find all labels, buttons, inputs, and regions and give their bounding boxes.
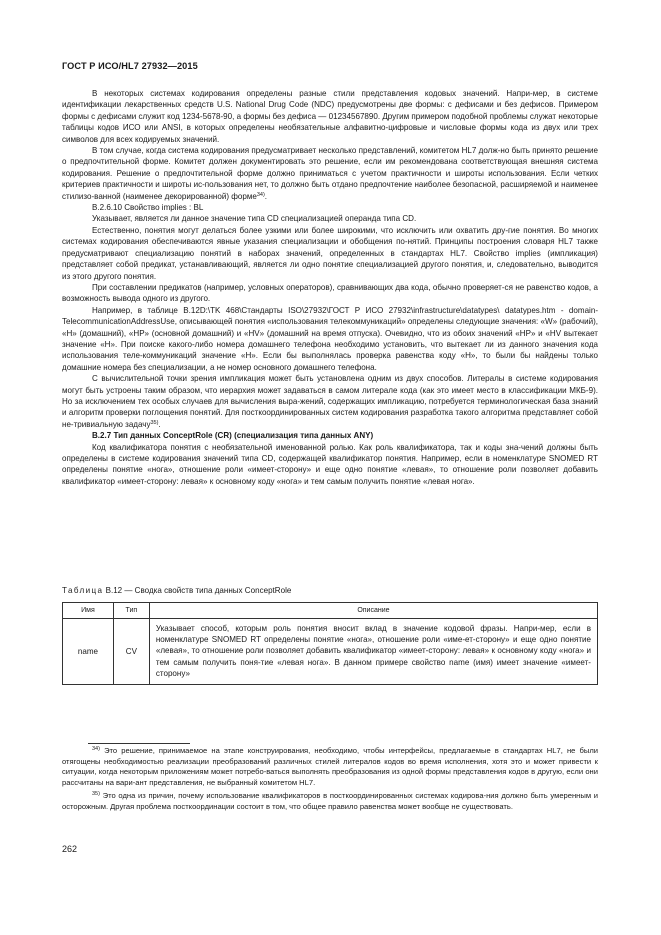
paragraph: Например, в таблице В.12D:\TK 468\Стандарты ISO\27932\ГОСТ Р ИСО 27932\infrastructure\datatypes\ datatypes.htm - domain-TelecommunicationAddressUse, описывающей понятия «использования телекоммуникаций» определены следующие значения: «W» (рабочий), «H» (домашний), «HP» (основной домашний) и «HV» (домашний на время отпуска). Очевидно, что из обоих значений «HP» и «HV вытекает значение «H». При поиске какого-либо номера домашнего телефона необходимо установить, что вытекает ли из данного значения кода использования теле-коммуникаций значение «H». Если бы выполнялась проверка равенства коду «H», то были бы найдены только домашние номера без специализации, а не номер основного домашнего телефона. bbox=[62, 305, 598, 372]
column-header-description: Описание bbox=[149, 603, 597, 619]
cell-name: name bbox=[63, 619, 114, 685]
paragraph: Указывает, является ли данное значение типа CD специализацией операнда типа CD. bbox=[92, 214, 417, 224]
paragraph: В том случае, когда система кодирования предусматривает несколько представлений, комитетом HL7 долж-но быть принято решение о предпочтительной форме. Комитет должен документировать это решение, если им рекомендована соответствующая внешняя система кодирования. Решение о предпочтительной форме должно приниматься с учетом практичности и широты использования. Если четких критериев практичности и широты ис-пользования нет, то должно быть отдано предпочтение наиболее безопасной, расширяемой и наименее стилизо-ванной (наименее декорированной) форме$^{34)}$. bbox=[62, 146, 598, 201]
page-number: 262 bbox=[62, 844, 78, 854]
body-text bbox=[62, 88, 598, 487]
table-caption: Таблица В.12 — Сводка свойств типа данных ConceptRole bbox=[62, 586, 292, 595]
footnote: $^{35)}$ Это одна из причин, почему использование квалификаторов в посткоординированных системах кодирова-ния должно быть умеренным и осторожным. Другая проблема посткоординации состоит в том, что общее правило равенства может вообще не существовать. bbox=[62, 791, 598, 811]
footnote: $^{34)}$ Это решение, принимаемое на этапе конструирования, необходимо, чтобы интерфейсы, предлагаемые в стандартах HL7, не были отягощены необходимостью реализации преобразований различных стилей литералов кодов во время исполнения, хотя это и может привести к ситуации, когда некоторым приложениям может потребо-ваться выполнять преобразования из одной формы представления кодов в другую, если они рассчитаны на вари-ант представления, не выбранный комитетом HL7. bbox=[62, 746, 598, 787]
column-header-name: Имя bbox=[63, 603, 114, 619]
paragraph: В некоторых системах кодирования определены разные стили представления кодовых значений. Напри-мер, в системе идентификации лекарственных средств U.S. National Drug Code (NDC) предусмотрены две формы: с дефисами и без дефисов. Примером формы с дефисами служит код 1234-5678-90, а формы без дефиса — 01234567890. Другим примером подобной проблемы служат некоторые таблицы кодов ИСО или ANSI, в которых определены необязательные алфавитно-цифровые и числовые формы кода из двух или трех символов для всех кодируемых значений. bbox=[62, 89, 598, 144]
paragraph: Естественно, понятия могут делаться более узкими или более широкими, что исключить или охватить дру-гие понятия. Во многих системах кодирования обеспечиваются явные указания специализации и обобщения по-нятий. Принципы построения словаря HL7 также предусматривают специализацию понятий в наборах значений, определенных в стандартах HL7. Свойство implies (импликация) представляет собой предикат, устанавливающий, является ли одно понятие специализацией другого понятия, и, следовательно, выводится из этого другого понятия. bbox=[62, 225, 598, 281]
section-heading: В.2.7 Тип данных ConceptRole (CR) (специализация типа данных ANY) bbox=[92, 431, 374, 441]
paragraph: Код квалификатора понятия с необязательной именованной ролью. Как роль квалификатора, так и коды зна-чений должны быть определены в системе кодирования значений типа CD, содержащей квалификатор понятия. Например, если в номенклатуре SNOMED RT определены понятие «нога», отношение роли «имеет-сторону» и еще одно понятие «левая», то отношение роли позволяет добавить квалификатор «имеет-сторону: левая» к основному коду «нога» и тем самым получить понятие «левая нога». bbox=[62, 442, 598, 486]
footnote-ref[interactable]: 34) bbox=[256, 191, 265, 198]
footnotes bbox=[62, 746, 598, 816]
cell-description: Указывает способ, которым роль понятия вносит вклад в значение кодовой фразы. Напри-мер, если в номенклатуре SNOMED RT определены понятие «нога», отношение роли «име-ет-сторону» и еще одно понятие «левая», то отношение роли позволяет добавить квалификатор «имеет-сторону: левая» к основному коду «нога» и тем самым получить поня-тие «левая нога». В данном примере свойство name (имя) имеет значение «имеет-сторону» bbox=[149, 619, 597, 685]
footnote-mark: 34) bbox=[92, 746, 100, 752]
footnote-divider bbox=[88, 743, 190, 744]
paragraph: С вычислительной точки зрения импликация может быть установлена одним из двух способов. Литералы в системе кодирования могут быть устроены таким образом, что иерархия может задаваться в самом литерале кода (как это имеет место в классификации МКБ-9). Но за исключением тех особых случаев для вычисления выра-жений, содержащих импликацию, потребуется терминологическая база знаний и алгоритм проверки поглощения понятий. Для посткоординированных систем кодирования разработка такого алгоритма представляет собой не-тривиальную задачу$^{35)}$. bbox=[62, 374, 598, 429]
table-header-row bbox=[63, 603, 598, 619]
document-header: ГОСТ Р ИСО/HL7 27932—2015 bbox=[62, 61, 198, 71]
footnote-mark: 35) bbox=[92, 791, 100, 798]
footnote-ref[interactable]: 35) bbox=[150, 419, 159, 426]
conceptrole-table bbox=[62, 602, 598, 685]
subsection-heading: В.2.6.10 Свойство implies : BL bbox=[92, 203, 204, 213]
paragraph: При составлении предикатов (например, условных операторов), сравнивающих два кода, обычно проверяет-ся не равенство кодов, а возможность вывода одного из другого. bbox=[62, 282, 598, 304]
column-header-type: Тип bbox=[113, 603, 149, 619]
cell-type: CV bbox=[113, 619, 149, 685]
table-row bbox=[63, 619, 598, 685]
